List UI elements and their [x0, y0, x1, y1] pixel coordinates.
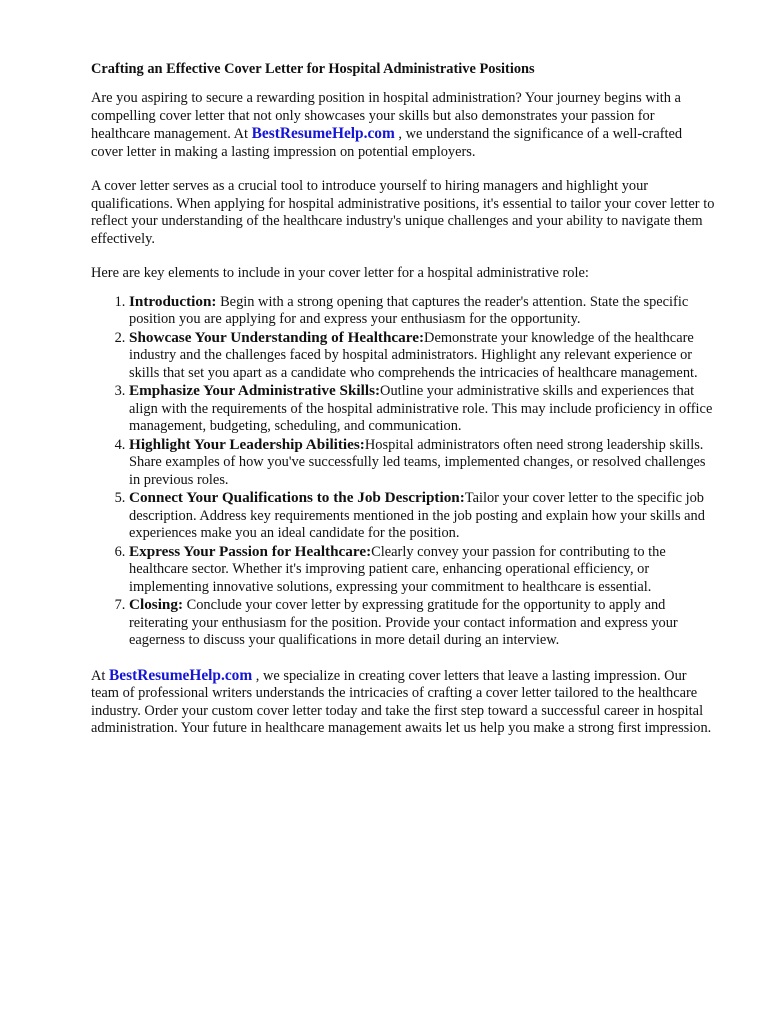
intro-paragraph [91, 90, 717, 161]
list-item-heading: Highlight Your Leadership Abilities: [129, 435, 365, 453]
intro-text-end: , we understand the significance of a well-crafted cover letter in making a lasting impression on potential employers. [91, 126, 683, 160]
list-item-heading: Connect Your Qualifications to the Job Description: [129, 489, 465, 506]
intro-site-link[interactable]: BestResumeHelp.com [251, 125, 395, 142]
document-content [91, 60, 717, 755]
intro-text-start: Are you aspiring to secure a rewarding position in hospital administration? Your journey begins with a compelling cover letter that not only showcases your skills but also demonstrates your passion for healthcare management. At [91, 90, 681, 142]
list-item-heading: Emphasize Your Administrative Skills: [129, 382, 381, 399]
list-item-heading: Express Your Passion for Healthcare: [129, 542, 372, 560]
list-item-heading: Closing: [129, 596, 184, 613]
list-item-text: Demonstrate your knowledge of the healthcare industry and the challenges faced by hospital administrators. Highlight any relevant experience or skills that set you apart as a candidate who comprehends the intricacies of healthcare management. [129, 329, 698, 381]
list-item-healthcare-understanding [129, 329, 717, 383]
list-intro: Here are key elements to include in your cover letter for a hospital administrative role: [91, 265, 589, 281]
list-item-passion [129, 543, 717, 597]
closing-text-end: , we specialize in creating cover letters that leave a lasting impression. Our team of professional writers understands the intricacies of crafting a cover letter tailored to the healthcare industry. Order your custom cover letter today and take the first step toward a successful career in hospital administration. Your future in healthcare management awaits let us help you make a strong first impression. [91, 667, 712, 736]
list-item-text: Hospital administrators often need strong leadership skills. Share examples of how you've successfully led teams, implemented changes, or resolved challenges in previous roles. [129, 436, 706, 488]
list-item-job-description [129, 489, 717, 543]
list-item-administrative-skills [129, 382, 717, 436]
list-item-text: Outline your administrative skills and experiences that align with the requirements of the hospital administrative role. This may include proficiency in office management, budgeting, scheduling, and communication. [129, 383, 713, 434]
list-item-heading: Showcase Your Understanding of Healthcare: [129, 328, 425, 346]
document-title: Crafting an Effective Cover Letter for Hospital Administrative Positions [91, 61, 535, 77]
key-elements-list [91, 293, 717, 650]
list-item-leadership [129, 436, 717, 490]
list-item-text: Begin with a strong opening that captures the reader's attention. State the specific position you are applying for and express your enthusiasm for the opportunity. [129, 293, 689, 327]
closing-paragraph [91, 667, 717, 738]
closing-text-start: At [91, 667, 109, 684]
list-item-introduction [129, 293, 717, 329]
list-item-heading: Introduction: [129, 292, 217, 310]
closing-site-link[interactable]: BestResumeHelp.com [109, 666, 253, 684]
list-item-closing [129, 596, 717, 650]
list-item-text: Tailor your cover letter to the specific job description. Address key requirements mentioned in the job posting and explain how your skills and experiences make you an ideal candidate for the position. [129, 490, 705, 541]
purpose-paragraph: A cover letter serves as a crucial tool to introduce yourself to hiring managers and highlight your qualifications. When applying for hospital administrative positions, it's essential to tailor your cover letter to reflect your understanding of the healthcare industry's unique challenges and your ability to navigate them effectively. [91, 178, 715, 247]
list-item-text: Clearly convey your passion for contributing to the healthcare sector. Whether it's improving patient care, enhancing operational efficiency, or implementing innovative solutions, expressing your commitment to healthcare is essential. [129, 543, 666, 595]
list-item-text: Conclude your cover letter by expressing gratitude for the opportunity to apply and reiterating your enthusiasm for the position. Provide your contact information and express your eagerness to discuss your qualifications in more detail during an interview. [129, 597, 678, 648]
